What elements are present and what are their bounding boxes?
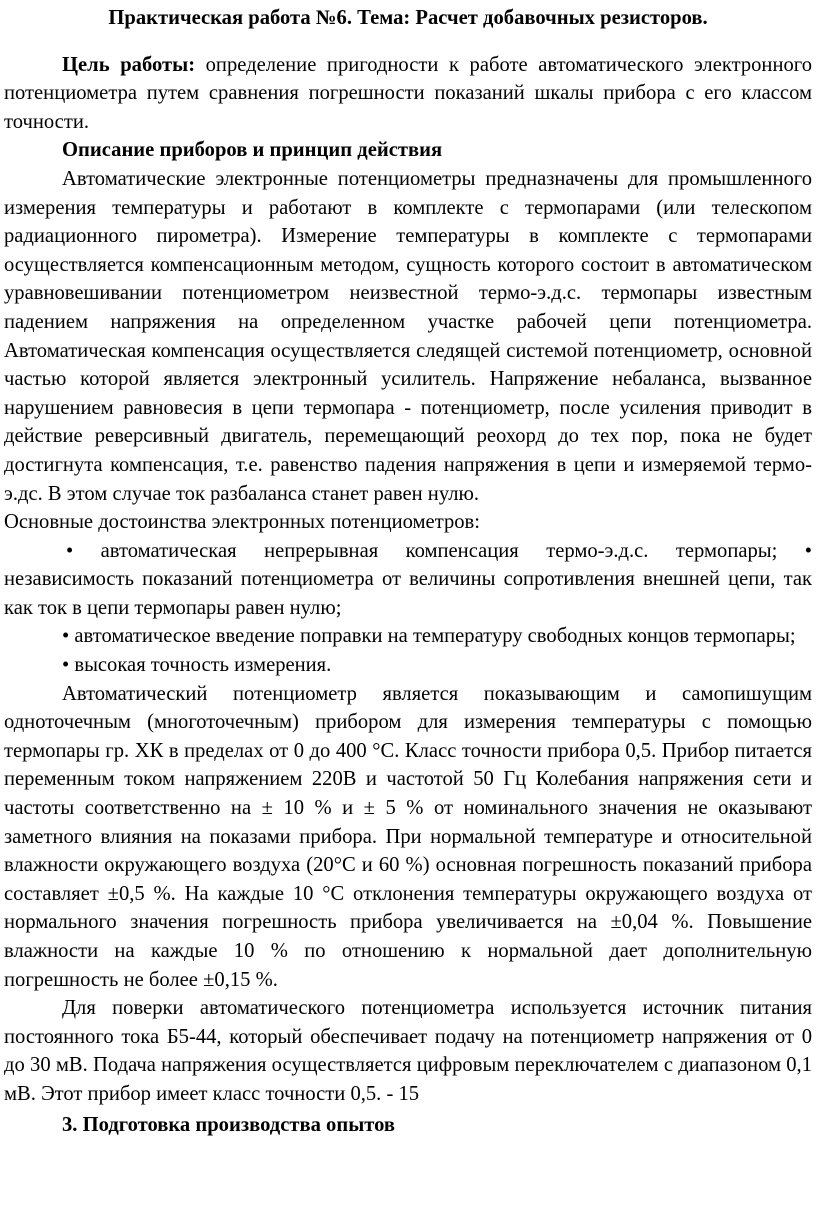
paragraph-verification: Для поверки автоматического потенциометра используется источник питания постоянного тока Б5-44, который обеспечивает подачу на потенциометр напряжения от 0 до 30 мВ. Подача напряжения осуществляется цифровым переключателем с диапазоном 0,1 мВ. Этот прибор имеет класс точности 0,5. - 15	[4, 997, 812, 1105]
paragraph-specs: Автоматический потенциометр является показывающим и самопишущим одноточечным (многоточечным) прибором для измерения температуры с помощью термопары гр. ХК в пределах от 0 до 400 °С. Класс точности прибора 0,5. Прибор питается переменным током напряжением 220В и частотой 50 Гц Колебания напряжения сети и частоты соответственно на ± 10 % и ± 5 % от номинального значения не оказывают заметного влияния на показами прибора. При нормальной температуре и относительной влажности окружающего воздуха (20°С и 60 %) основная погрешность показаний прибора составляет ±0,5 %. На каждые 10 °С отклонения температуры окружающего воздуха от нормального значения погрешность прибора увеличивается на ±0,04 %. Повышение влажности на каждые 10 % по отношению к нормальной дает дополнительную погрешность не более ±0,15 %.	[4, 682, 812, 991]
goal-label: Цель работы:	[62, 53, 196, 76]
section-3-heading: 3. Подготовка производства опытов	[62, 1113, 396, 1136]
goal-paragraph	[4, 51, 812, 137]
advantages-intro: Основные достоинства электронных потенциометров:	[4, 511, 480, 534]
section-heading: Описание приборов и принцип действия	[62, 139, 443, 162]
bullet-item: • автоматическое введение поправки на температуру свободных концов термопары;	[62, 625, 796, 648]
document-title: Практическая работа №6. Тема: Расчет добавочных резисторов.	[108, 7, 708, 29]
goal-text: определение пригодности к работе автоматического электронного потенциометра путем сравнения погрешности показаний шкалы прибора с его классом точности.	[4, 53, 812, 133]
paragraph-principle: Автоматические электронные потенциометры предназначены для промышленного измерения температуры и работают в комплекте с термопарами (или телескопом радиационного пирометра). Измерение температуры в комплекте с термопарами осуществляется компенсационным методом, сущность которого состоит в автоматическом уравновешивании потенциометром неизвестной термо-э.д.с. термопары известным падением напряжения на определенном участке рабочей цепи потенциометра. Автоматическая компенсация осуществляется следящей системой потенциометр, основной частью которой является электронный усилитель. Напряжение небаланса, вызванное нарушением равновесия в цепи термопара - потенциометр, после усиления приводит в действие реверсивный двигатель, перемещающий реохорд до тех пор, пока не будет достигнута компенсация, т.е. равенство падения напряжения в цепи и измеряемой термо-э.дс. В этом случае ток разбаланса станет равен нулю.	[4, 167, 812, 505]
bullet-item: • высокая точность измерения.	[62, 654, 332, 677]
bullet-item: • автоматическая непрерывная компенсация термо-э.д.с. термопары; • независимость показаний потенциометра от величины сопротивления внешней цепи, так как ток в цепи термопары равен нулю;	[4, 539, 812, 619]
